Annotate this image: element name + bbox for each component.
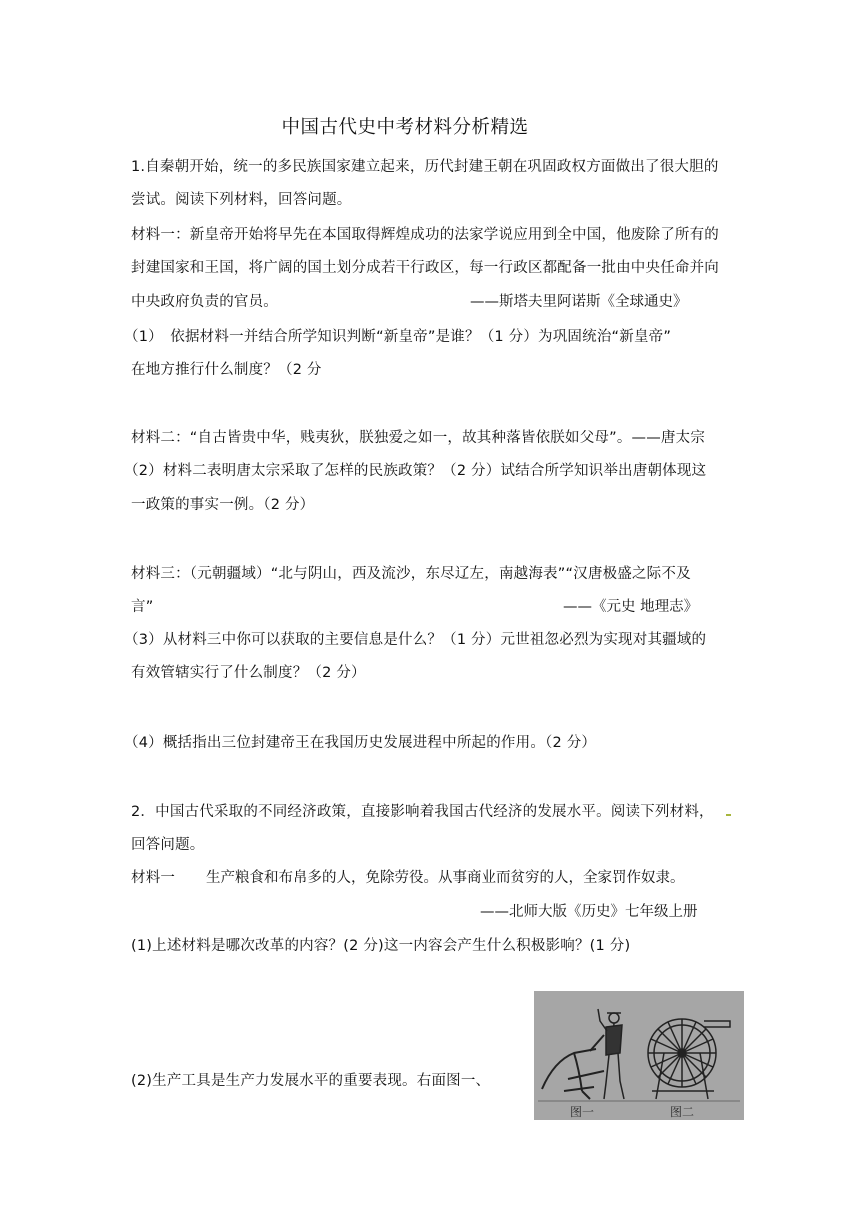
q1-sub-question-2-line-2: 一政策的事实一例。（2 分） — [131, 497, 315, 513]
q1-material-1-source: ——斯塔夫里阿诺斯《全球通史》 — [470, 294, 688, 310]
q1-material-2-line-1: 材料二：“自古皆贵中华，贱夷狄，朕独爱之如一，故其种落皆依朕如父母”。——唐太宗 — [131, 430, 706, 446]
figure-label-1: 图一 — [570, 1105, 595, 1119]
q2-sub-question-1-line-1: (1)上述材料是哪次改革的内容？(2 分)这一内容会产生什么积极影响？(1 分) — [131, 938, 631, 954]
tools-illustration-icon — [534, 991, 744, 1120]
q2-intro-line-1: 2．中国古代采取的不同经济政策，直接影响着我国古代经济的发展水平。阅读下列材料， — [131, 804, 714, 820]
q2-material-1-source: ——北师大版《历史》七年级上册 — [480, 904, 698, 920]
figure-label-2: 图二 — [670, 1105, 695, 1119]
q1-material-1-line-3: 中央政府负责的官员。 — [131, 294, 278, 310]
q1-sub-question-1-line-2: 在地方推行什么制度？（2 分 — [131, 362, 322, 378]
q1-intro-line-2: 尝试。阅读下列材料，回答问题。 — [131, 192, 352, 208]
plough-drawing — [542, 1035, 604, 1099]
q2-material-1-text: 生产粮食和布帛多的人，免除劳役。从事商业而贫穷的人，全家罚作奴隶。 — [206, 870, 685, 886]
water-wheel-drawing — [648, 1019, 730, 1099]
q1-material-3-line-1: 材料三：（元朝疆域）“北与阴山，西及流沙，东尽辽左，南越海表”“汉唐极盛之际不及 — [131, 566, 691, 582]
q1-sub-question-3-line-2: 有效管辖实行了什么制度？（2 分） — [131, 665, 366, 681]
ancient-tools-figure — [534, 991, 744, 1120]
q2-intro-line-2: 回答问题。 — [131, 837, 205, 853]
q1-material-1-line-2: 封建国家和王国，将广阔的国土划分成若干行政区，每一行政区都配备一批由中央任命并向 — [131, 260, 719, 276]
q1-material-3-source: ——《元史 地理志》 — [563, 599, 699, 615]
q1-sub-question-4-line-1: （4）概括指出三位封建帝王在我国历史发展进程中所起的作用。（2 分） — [124, 735, 597, 751]
q1-sub-question-1-line-1: （1） 依据材料一并结合所学知识判断“新皇帝”是谁？（1 分）为巩固统治“新皇帝” — [124, 329, 672, 345]
q1-sub-question-2-line-1: （2）材料二表明唐太宗采取了怎样的民族政策？（2 分）试结合所学知识举出唐朝体现这 — [124, 463, 707, 479]
q1-sub-question-3-line-1: （3）从材料三中你可以获取的主要信息是什么？（1 分）元世祖忽必烈为实现对其疆域的 — [124, 632, 707, 648]
q2-sub-question-2-line-1: (2)生产工具是生产力发展水平的重要表现。右面图一、 — [131, 1073, 491, 1089]
q1-material-3-line-2: 言” — [131, 599, 154, 615]
document-title: 中国古代史中考材料分析精选 — [281, 117, 529, 138]
edit-mark — [726, 814, 731, 816]
farmer-drawing — [598, 1009, 624, 1099]
q1-material-1-line-1: 材料一：新皇帝开始将早先在本国取得辉煌成功的法家学说应用到全中国，他废除了所有的 — [131, 227, 719, 243]
q1-intro-line-1: 1.自秦朝开始，统一的多民族国家建立起来，历代封建王朝在巩固政权方面做出了很大胆的 — [131, 159, 719, 175]
q2-material-1-label: 材料一 — [131, 870, 176, 886]
